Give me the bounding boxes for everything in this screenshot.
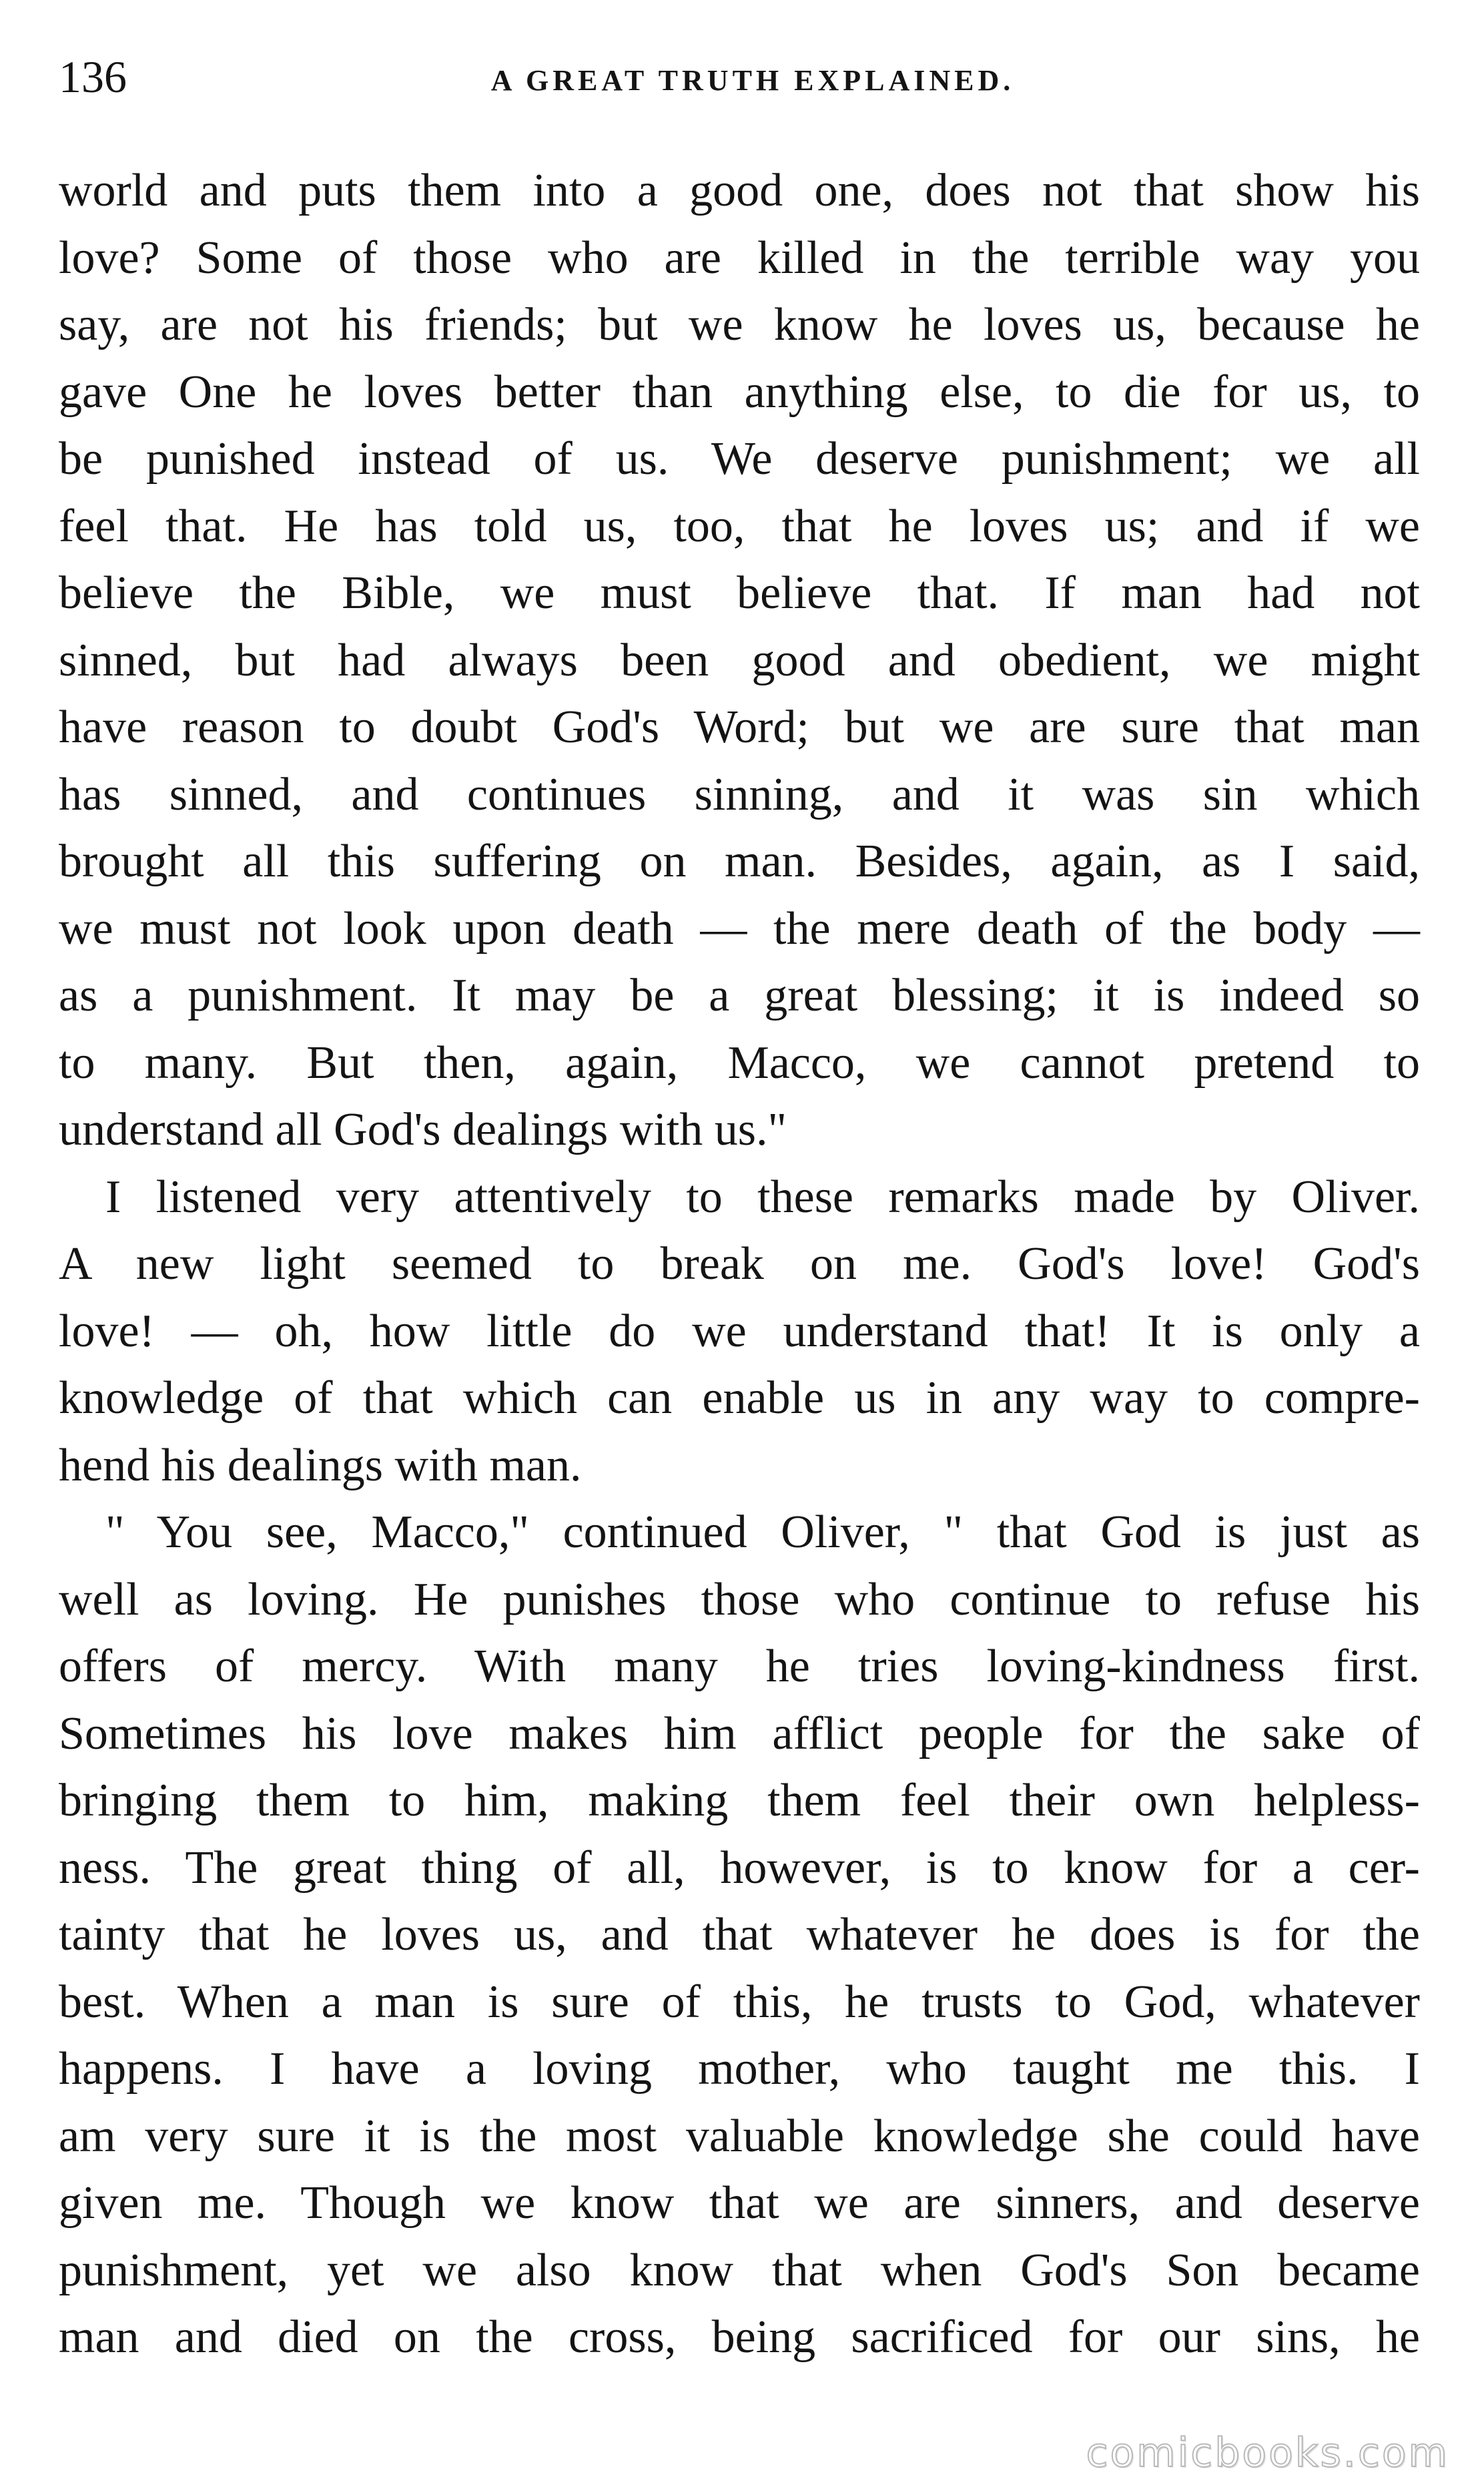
text-line: brought all this suffering on man. Besides, again, as I said, [59,836,1420,887]
paragraph-start-line: I listened very attentively to these remarks made by Oliver. [105,1171,1420,1223]
text-line: love? Some of those who are killed in the terrible way you [59,232,1420,284]
text-line: Sometimes his love makes him afflict people for the sake of [59,1707,1420,1759]
text-line: am very sure it is the most valuable knowledge she could have [59,2110,1420,2162]
running-title: A GREAT TRUTH EXPLAINED. [490,64,1015,97]
watermark: comicbooks.com [1086,2430,1449,2476]
text-line: best. When a man is sure of this, he trusts to God, whatever [59,1976,1420,2028]
text-line: knowledge of that which can enable us in any way to compre- [59,1372,1420,1424]
text-line: punishment, yet we also know that when God's Son became [59,2244,1420,2296]
text-line: be punished instead of us. We deserve punishment; we all [59,433,1420,485]
text-line: world and puts them into a good one, does not that show his [59,165,1420,216]
text-line: believe the Bible, we must believe that. If man had not [59,567,1420,619]
body-text [59,158,1420,2372]
text-line: love! — oh, how little do we understand that! It is only a [59,1305,1420,1357]
text-line: well as loving. He punishes those who continue to refuse his [59,1573,1420,1625]
paragraph-end-line: hend his dealings with man. [59,1439,582,1491]
text-line: as a punishment. It may be a great blessing; it is indeed so [59,970,1420,1021]
text-line: feel that. He has told us, too, that he loves us; and if we [59,500,1420,552]
text-line: we must not look upon death — the mere death of the body — [59,902,1420,954]
paragraph-start-line: " You see, Macco," continued Oliver, " that God is just as [105,1506,1420,1558]
page-number: 136 [59,51,127,102]
text-line: has sinned, and continues sinning, and it was sin which [59,768,1420,820]
text-line: ness. The great thing of all, however, is to know for a cer- [59,1842,1420,1894]
text-line: tainty that he loves us, and that whatever he does is for the [59,1909,1420,1960]
text-line: offers of mercy. With many he tries loving-kindness first. [59,1641,1420,1692]
text-line: have reason to doubt God's Word; but we are sure that man [59,702,1420,753]
text-line: happens. I have a loving mother, who taught me this. I [59,2043,1420,2095]
text-line: man and died on the cross, being sacrificed for our sins, he [59,2311,1420,2363]
text-line: gave One he loves better than anything else, to die for us, to [59,366,1420,418]
text-line: bringing them to him, making them feel their own helpless- [59,1775,1420,1826]
paragraph-end-line: understand all God's dealings with us." [59,1104,787,1155]
text-line: sinned, but had always been good and obedient, we might [59,634,1420,686]
text-line: given me. Though we know that we are sinners, and deserve [59,2177,1420,2229]
text-line: say, are not his friends; but we know he loves us, because he [59,299,1420,350]
running-head [59,47,1420,107]
text-line: to many. But then, again, Macco, we cannot pretend to [59,1037,1420,1089]
text-line: A new light seemed to break on me. God's love! God's [59,1238,1420,1290]
